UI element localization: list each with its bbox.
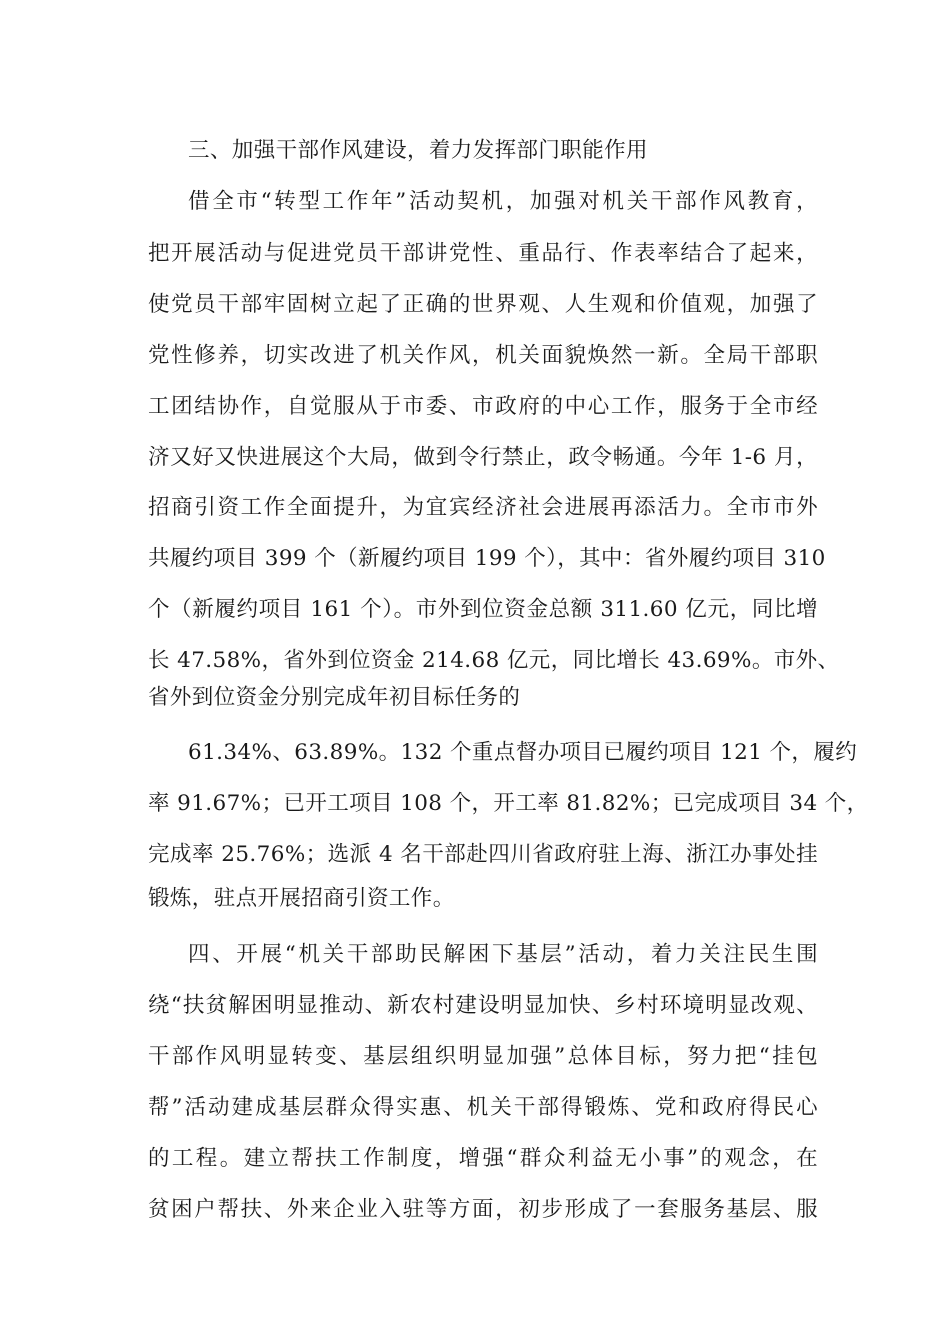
paragraph-line: 济又好又快进展这个大局，做到令行禁止，政令畅通。今年 1-6 月， [148,445,818,470]
paragraph-line: 使党员干部牢固树立起了正确的世界观、人生观和价值观，加强了 [148,292,818,317]
paragraph-line: 干部作风明显转变、基层组织明显加强”总体目标，努力把“挂包 [148,1044,818,1069]
paragraph-line: 长 47.58%，省外到位资金 214.68 亿元，同比增长 43.69%。市外、 [148,648,840,673]
section-heading: 四、开展“机关干部助民解困下基层”活动，着力关注民生围 [188,942,818,967]
section-heading: 三、加强干部作风建设，着力发挥部门职能作用 [188,138,648,163]
paragraph-line: 绕“扶贫解困明显推动、新农村建设明显加快、乡村环境明显改观、 [148,993,818,1018]
paragraph-line: 贫困户帮扶、外来企业入驻等方面，初步形成了一套服务基层、服 [148,1197,818,1222]
paragraph-line: 帮”活动建成基层群众得实惠、机关干部得锻炼、党和政府得民心 [148,1095,818,1120]
paragraph-line: 把开展活动与促进党员干部讲党性、重品行、作表率结合了起来， [148,241,818,266]
paragraph-line: 省外到位资金分别完成年初目标任务的 [148,685,521,710]
paragraph-line: 共履约项目 399 个（新履约项目 199 个），其中：省外履约项目 310 [148,546,826,571]
paragraph-line: 个（新履约项目 161 个）。市外到位资金总额 311.60 亿元，同比增 [148,597,818,622]
paragraph-line: 完成率 25.76%；选派 4 名干部赴四川省政府驻上海、浙江办事处挂 [148,842,818,867]
paragraph-line: 的工程。建立帮扶工作制度，增强“群众利益无小事”的观念，在 [148,1146,818,1171]
paragraph-line: 率 91.67%；已开工项目 108 个，开工率 81.82%；已完成项目 34 个， [148,791,869,816]
paragraph-line: 锻炼，驻点开展招商引资工作。 [148,886,455,911]
paragraph-line: 61.34%、63.89%。132 个重点督办项目已履约项目 121 个，履约 [188,740,858,765]
paragraph-line: 党性修养，切实改进了机关作风，机关面貌焕然一新。全局干部职 [148,343,818,368]
paragraph-line: 工团结协作，自觉服从于市委、市政府的中心工作，服务于全市经 [148,394,818,419]
paragraph-line: 招商引资工作全面提升，为宜宾经济社会进展再添活力。全市市外 [148,495,818,520]
paragraph-line: 借全市“转型工作年”活动契机，加强对机关干部作风教育， [188,189,818,214]
